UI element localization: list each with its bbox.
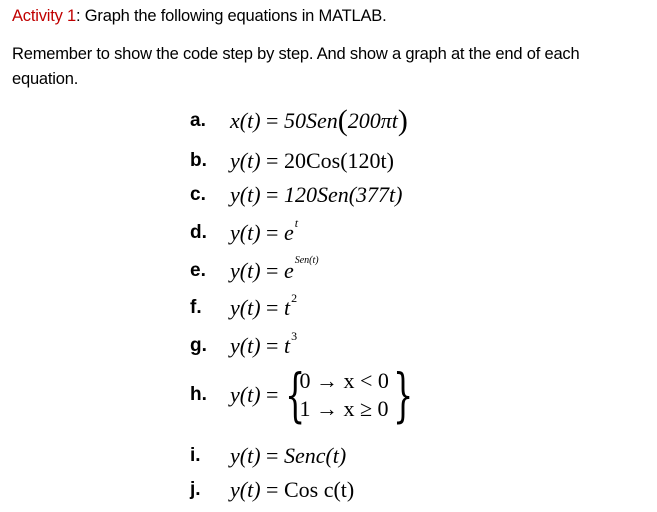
activity-instruction: : Graph the following equations in MATLAB. (76, 7, 387, 25)
equation-exponent: 2 (291, 290, 298, 305)
activity-label: Activity 1 (12, 7, 77, 25)
equation-lhs: y(t) (230, 333, 261, 358)
piecewise-case-2: 1 → x ≥ 0 (299, 396, 389, 421)
equation-base: t (283, 333, 291, 358)
equation-lhs: y(t) (230, 258, 261, 283)
equation-base: e (283, 258, 294, 283)
equation-formula: y(t) = t 2 (230, 290, 298, 320)
equation-label: g. (190, 335, 207, 356)
equation-g (190, 328, 298, 359)
equation-d (190, 215, 299, 246)
equation-label: b. (190, 150, 207, 171)
intro-paragraph: Remember to show the code step by step. And show a graph at the end of each equation. (12, 45, 580, 88)
brace-close: } (392, 361, 414, 429)
equation-c (190, 182, 402, 208)
equation-lhs: y(t) (230, 443, 261, 468)
equation-e (190, 254, 319, 284)
paren-open: ( (337, 104, 348, 137)
equation-formula: y(t) = { 0 → x < 0 1 → x ≥ 0 } (230, 361, 414, 429)
equation-list (190, 0, 650, 512)
equation-formula: y(t) = Senc(t) (230, 443, 347, 468)
equation-label: a. (190, 110, 206, 131)
equation-exponent: 3 (291, 328, 298, 343)
equation-h (190, 361, 414, 429)
piecewise-case-1: 0 → x < 0 (299, 368, 389, 393)
equation-label: d. (190, 222, 207, 243)
equation-formula: y(t) = e Sen(t) (230, 254, 319, 283)
equation-formula: y(t) = 20Cos(120t) (230, 148, 394, 173)
equation-formula: y(t) = t 3 (230, 328, 298, 358)
equation-lhs: y(t) (230, 295, 261, 320)
equation-exponent: t (294, 215, 299, 230)
equation-label: h. (190, 384, 207, 405)
equation-lhs: x(t) (230, 108, 261, 133)
equation-lhs: y(t) (230, 182, 261, 207)
equation-lhs: y(t) (230, 220, 261, 245)
equation-rhs: Cos c(t) (283, 477, 355, 502)
equation-label: j. (190, 479, 201, 500)
equation-label: f. (190, 297, 202, 318)
piecewise-cases (299, 367, 388, 423)
piecewise-definition (281, 361, 414, 429)
equation-formula: y(t) = e t (230, 215, 299, 245)
equation-label: e. (190, 260, 206, 281)
equation-j (190, 477, 354, 503)
equation-label: c. (190, 184, 206, 205)
equation-f (190, 290, 298, 321)
equation-a (190, 104, 408, 137)
equation-rhs: 50Sen (283, 108, 338, 133)
equation-formula: x(t) = 50Sen ( 200πt ) (230, 104, 408, 137)
equation-rhs: 120Sen(377t) (283, 182, 403, 207)
equation-exponent: Sen(t) (294, 254, 319, 266)
brace-open: { (285, 361, 306, 429)
equation-lhs: y(t) (230, 148, 261, 173)
equation-lhs: y(t) (230, 382, 261, 407)
equation-i (190, 443, 346, 469)
equation-formula: y(t) = Cos c(t) (230, 477, 355, 502)
equation-formula: y(t) = 120Sen(377t) (230, 182, 403, 207)
equation-rhs: Senc(t) (283, 443, 347, 468)
paren-close: ) (397, 104, 408, 137)
equation-b (190, 148, 394, 174)
equation-rhs: 20Cos(120t) (283, 148, 394, 173)
equation-lhs: y(t) (230, 477, 261, 502)
equation-base: e (283, 220, 294, 245)
equation-base: t (283, 295, 291, 320)
equation-label: i. (190, 445, 201, 466)
equation-argument: 200πt (347, 108, 398, 133)
